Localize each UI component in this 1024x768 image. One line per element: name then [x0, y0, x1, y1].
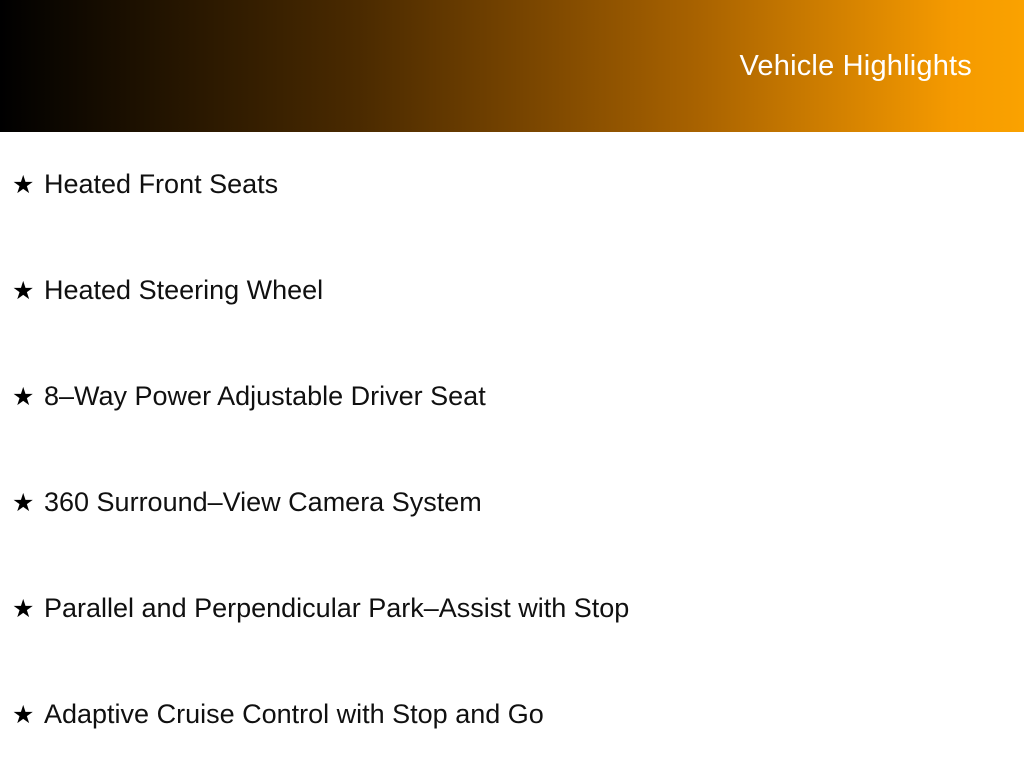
list-item-label: 360 Surround–View Camera System: [44, 487, 482, 518]
star-icon: ★: [12, 276, 35, 305]
list-item: [0, 238, 1024, 344]
list-item: [0, 662, 1024, 768]
highlights-list: [0, 132, 1024, 768]
page-title: Vehicle Highlights: [739, 50, 972, 82]
list-item: [0, 556, 1024, 662]
star-icon: ★: [12, 170, 35, 199]
list-item-label: Heated Steering Wheel: [44, 275, 324, 306]
list-item: [0, 344, 1024, 450]
list-item: [0, 450, 1024, 556]
list-item: [0, 132, 1024, 238]
star-icon: ★: [12, 700, 35, 729]
list-item-label: Heated Front Seats: [44, 169, 279, 200]
list-item-label: 8–Way Power Adjustable Driver Seat: [44, 381, 486, 412]
star-icon: ★: [12, 488, 35, 517]
list-item-label: Adaptive Cruise Control with Stop and Go: [44, 699, 544, 730]
header-banner: [0, 0, 1024, 132]
star-icon: ★: [12, 382, 35, 411]
star-icon: ★: [12, 594, 35, 623]
list-item-label: Parallel and Perpendicular Park–Assist with Stop: [44, 593, 630, 624]
